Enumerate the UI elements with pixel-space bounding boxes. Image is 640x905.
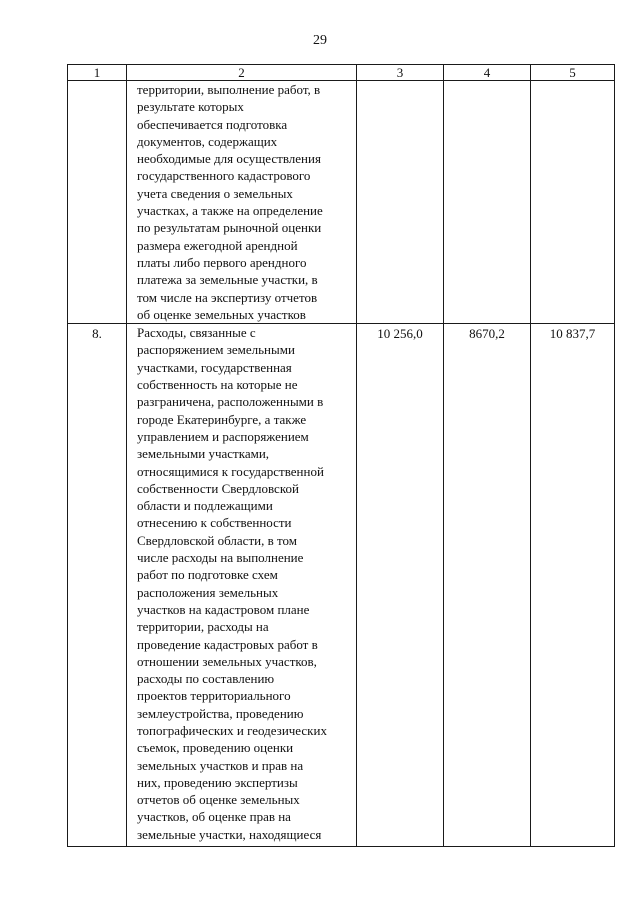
description-line: участками, государственная: [137, 359, 292, 375]
description-line: земельных участков и прав на: [137, 757, 304, 773]
description-line: работ по подготовке схем: [137, 567, 278, 583]
description-line: земельными участками,: [137, 446, 270, 462]
description-line: государственного кадастрового: [137, 168, 311, 184]
description-line: них, проведению экспертизы: [137, 774, 298, 790]
description-line: отнесению к собственности: [137, 515, 292, 531]
value-col-4: [444, 81, 531, 324]
description-line: по результатам рыночной оценки: [137, 220, 322, 236]
description-line: участках, а также на определение: [137, 203, 323, 219]
description-line: территории, расходы на: [137, 619, 269, 635]
row-description: [127, 81, 357, 324]
description-line: учета сведения о земельных: [137, 185, 293, 201]
description-line: съемок, проведению оценки: [137, 740, 294, 756]
description-line: том числе на экспертизу отчетов: [137, 289, 318, 305]
description-line: проектов территориального: [137, 688, 291, 704]
description-line: об оценке земельных участков: [137, 306, 306, 322]
description-line: платежа за земельные участки, в: [137, 272, 318, 288]
table-row: [68, 81, 615, 324]
value-col-3: [357, 81, 444, 324]
description-line: платы либо первого арендного: [137, 254, 307, 270]
description-line: топографических и геодезических: [137, 722, 327, 738]
budget-table: [67, 64, 615, 847]
description-line: разграничена, расположенными в: [137, 394, 324, 410]
row-number: [68, 81, 127, 324]
description-line: Расходы, связанные с: [137, 325, 256, 341]
value-col-4: 8670,2: [444, 324, 531, 847]
description-line: относящимися к государственной: [137, 463, 324, 479]
description-line: необходимые для осуществления: [137, 151, 321, 167]
description-line: распоряжением земельными: [137, 342, 295, 358]
description-line: расположения земельных: [137, 584, 279, 600]
description-line: городе Екатеринбурге, а также: [137, 411, 307, 427]
description-line: документов, содержащих: [137, 133, 278, 149]
description-line: обеспечивается подготовка: [137, 116, 288, 132]
description-line: проведение кадастровых работ в: [137, 636, 318, 652]
header-col-3: 3: [357, 65, 444, 81]
description-line: участков на кадастровом плане: [137, 601, 310, 617]
description-line: территории, выполнение работ, в: [137, 82, 321, 97]
description-line: Свердловской области, в том: [137, 532, 297, 548]
value-col-5: [531, 81, 615, 324]
description-line: землеустройства, проведению: [137, 705, 304, 721]
description-line: собственности Свердловской: [137, 480, 299, 496]
table-row: [68, 324, 615, 847]
row-number: 8.: [68, 324, 127, 847]
header-col-4: 4: [444, 65, 531, 81]
value-col-5: 10 837,7: [531, 324, 615, 847]
description-line: результате которых: [137, 99, 244, 115]
description-line: области и подлежащими: [137, 498, 273, 514]
description-line: расходы по составлению: [137, 671, 275, 687]
description-line: управлением и распоряжением: [137, 428, 309, 444]
page-number: 29: [313, 33, 327, 48]
description-line: отношении земельных участков,: [137, 653, 317, 669]
table-header-row: [68, 65, 615, 81]
description-line: собственность на которые не: [137, 377, 298, 393]
header-col-5: 5: [531, 65, 615, 81]
description-line: числе расходы на выполнение: [137, 550, 304, 566]
description-line: земельные участки, находящиеся: [137, 826, 322, 842]
description-line: размера ежегодной арендной: [137, 237, 298, 253]
description-line: отчетов об оценке земельных: [137, 792, 300, 808]
header-col-2: 2: [127, 65, 357, 81]
row-description: [127, 324, 357, 847]
description-line: участков, об оценке прав на: [137, 809, 291, 825]
header-col-1: 1: [68, 65, 127, 81]
value-col-3: 10 256,0: [357, 324, 444, 847]
